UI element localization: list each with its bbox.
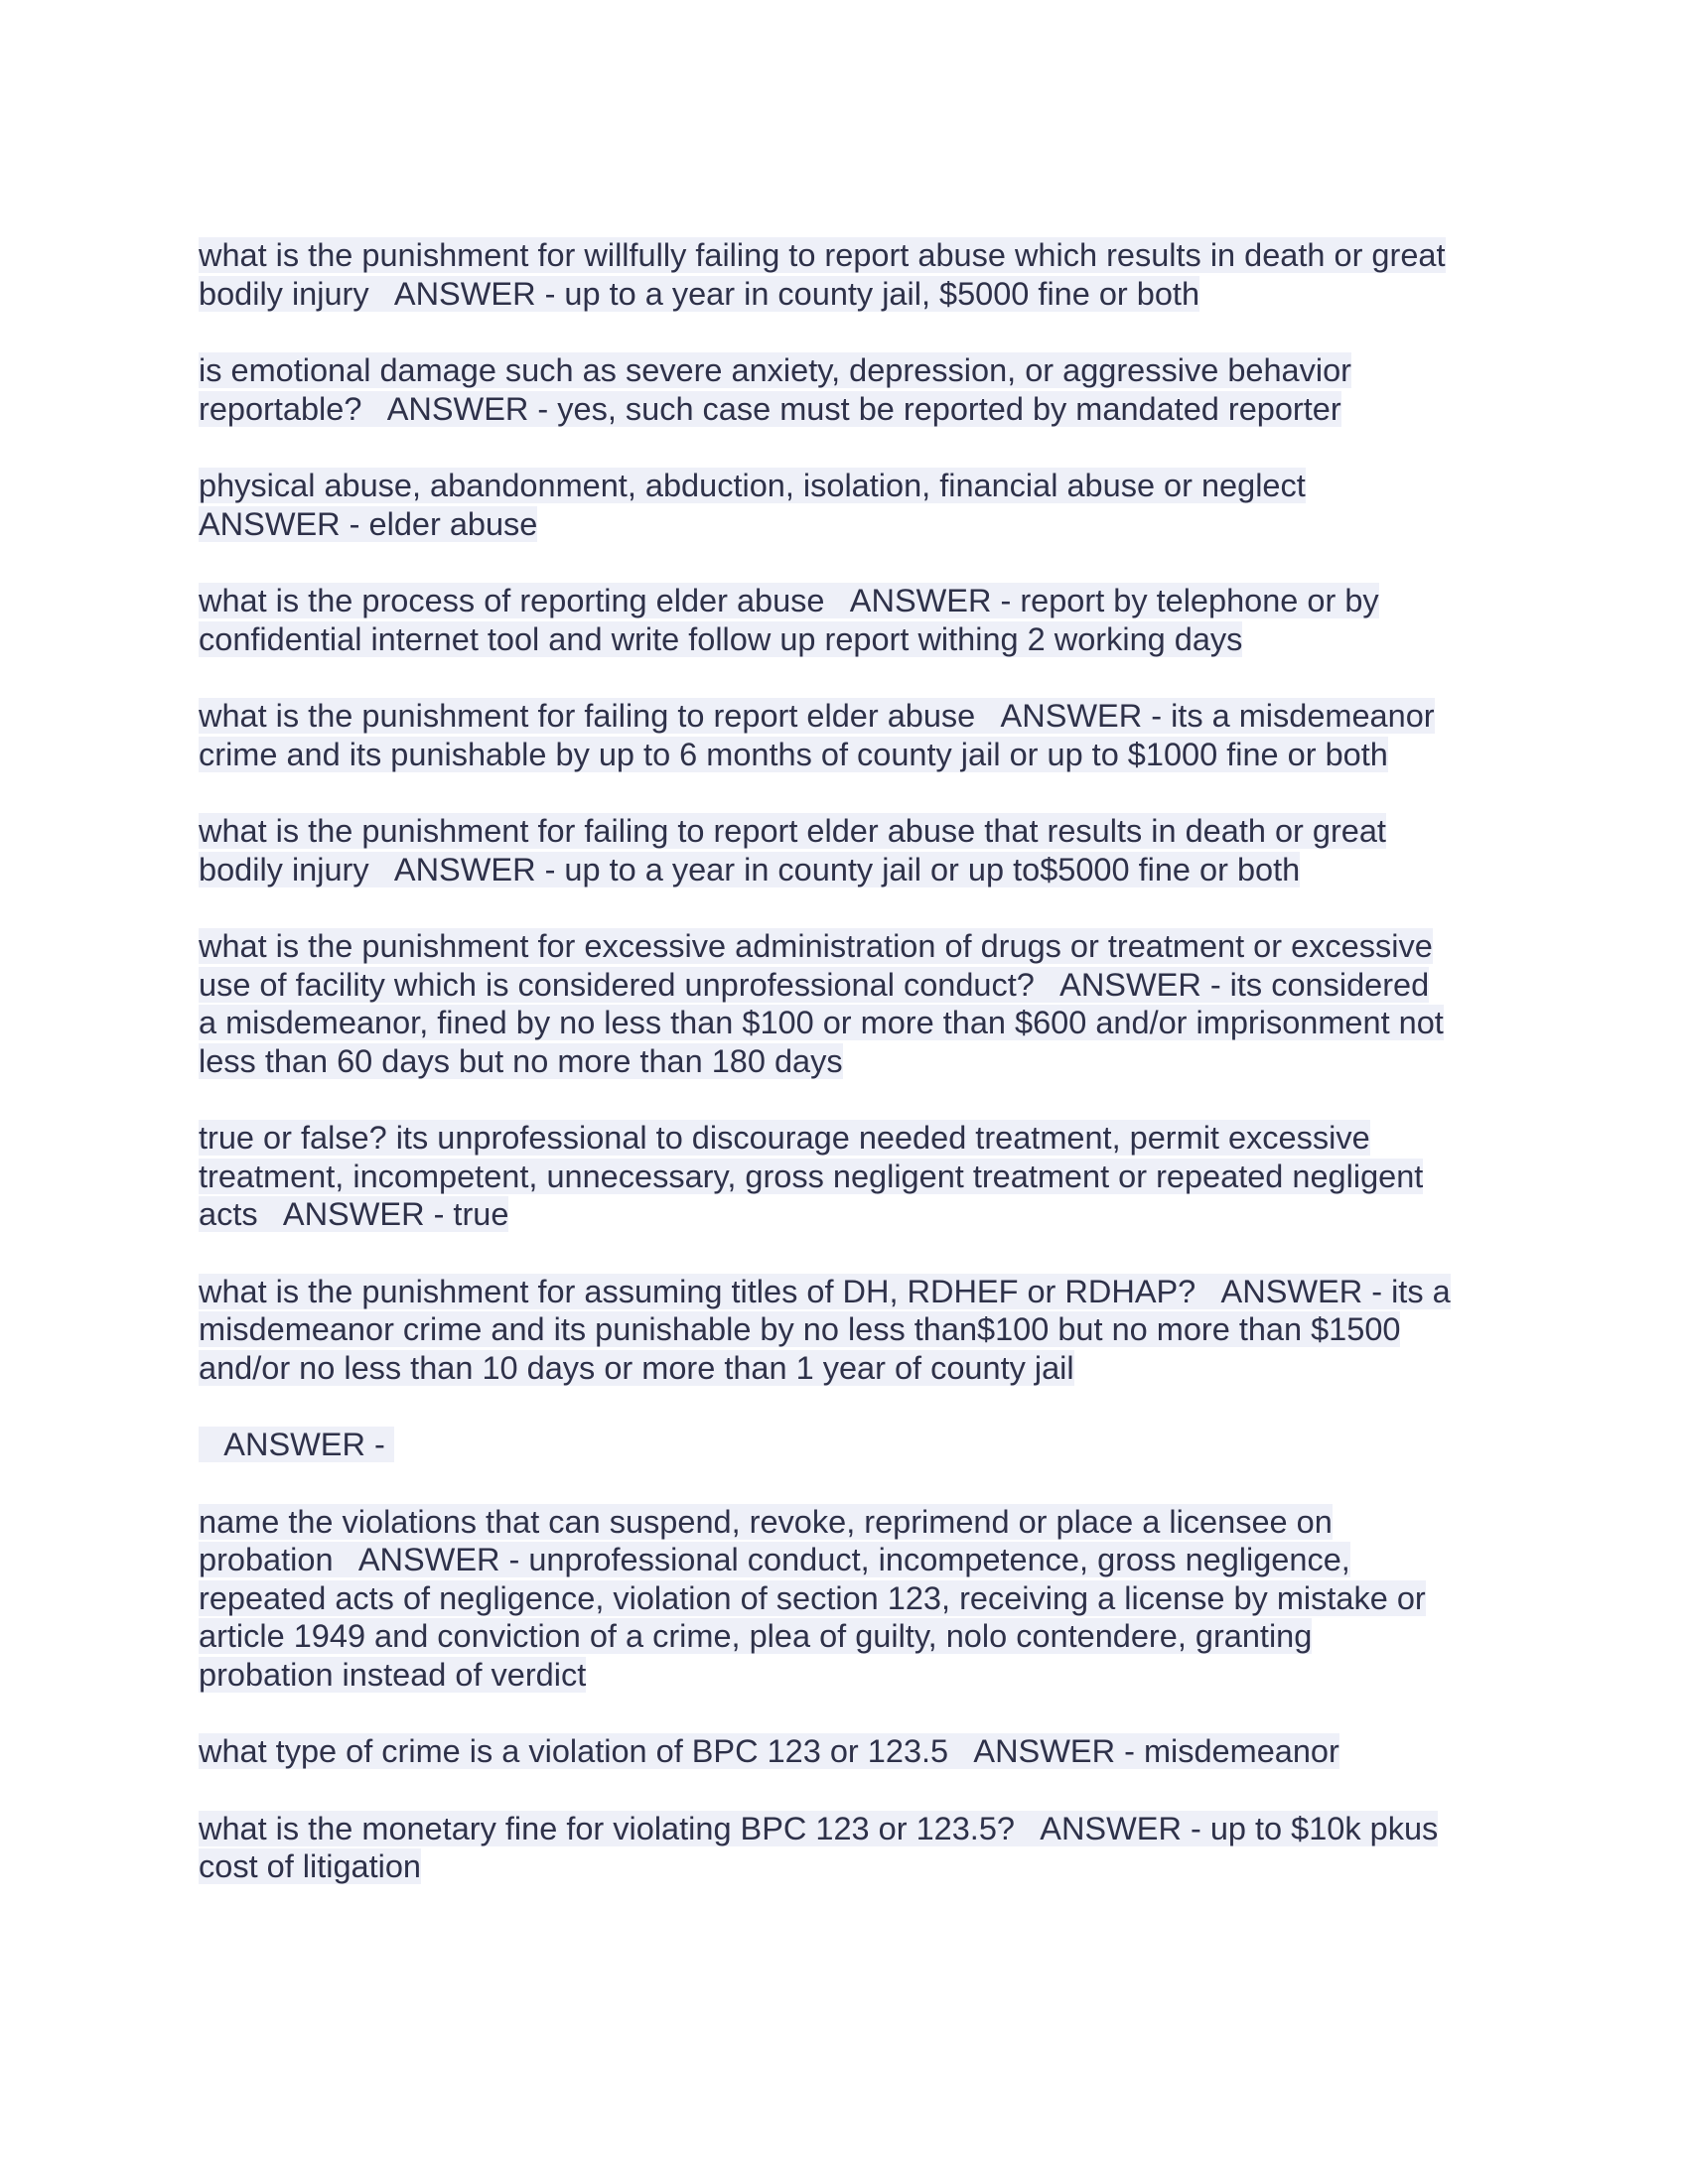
- qa-line-text: what is the punishment for excessive administration of drugs or treatment or excessive: [199, 928, 1433, 964]
- qa-line-text: repeated acts of negligence, violation of section 123, receiving a license by mistake or: [199, 1579, 1426, 1616]
- qa-entry-3: [199, 467, 1509, 543]
- qa-line: [199, 1158, 1509, 1196]
- qa-line: [199, 390, 1509, 429]
- qa-line-text: bodily injury ANSWER - up to a year in county jail, $5000 fine or both: [199, 275, 1200, 312]
- qa-line-text: true or false? its unprofessional to discourage needed treatment, permit excessive: [199, 1120, 1370, 1156]
- qa-line-text: name the violations that can suspend, revoke, reprimend or place a licensee on: [199, 1503, 1333, 1540]
- qa-line-text: probation instead of verdict: [199, 1656, 587, 1693]
- qa-line-text: what type of crime is a violation of BPC 123 or 123.5 ANSWER - misdemeanor: [199, 1733, 1339, 1769]
- qa-line: [199, 1847, 1509, 1886]
- qa-line-text: bodily injury ANSWER - up to a year in county jail or up to$5000 fine or both: [199, 851, 1301, 887]
- qa-entry-4: [199, 582, 1509, 658]
- qa-entry-7: [199, 927, 1509, 1080]
- qa-line: [199, 1042, 1509, 1081]
- qa-entry-6: [199, 812, 1509, 888]
- qa-line: [199, 736, 1509, 774]
- qa-entry-9: [199, 1273, 1509, 1388]
- qa-line: [199, 1541, 1509, 1579]
- qa-line: [199, 1426, 1509, 1464]
- qa-line-text: reportable? ANSWER - yes, such case must be reported by mandated reporter: [199, 390, 1341, 427]
- qa-line: [199, 1310, 1509, 1349]
- qa-line-text: ANSWER -: [199, 1427, 394, 1462]
- qa-line: [199, 236, 1509, 275]
- qa-line: [199, 1810, 1509, 1848]
- qa-entry-12: [199, 1732, 1509, 1771]
- qa-line: [199, 351, 1509, 390]
- qa-line: [199, 927, 1509, 966]
- qa-entry-11: [199, 1503, 1509, 1695]
- qa-entry-2: [199, 351, 1509, 428]
- qa-line-text: cost of litigation: [199, 1848, 422, 1884]
- qa-line: [199, 1273, 1509, 1311]
- qa-entry-10: [199, 1426, 1509, 1464]
- qa-line: [199, 1004, 1509, 1042]
- qa-line-text: what is the punishment for assuming titles of DH, RDHEF or RDHAP? ANSWER - its a: [199, 1273, 1451, 1309]
- qa-line-text: what is the punishment for failing to report elder abuse ANSWER - its a misdemeanor: [199, 698, 1435, 734]
- qa-line-text: treatment, incompetent, unnecessary, gross negligent treatment or repeated negligent: [199, 1158, 1424, 1194]
- qa-entry-5: [199, 697, 1509, 773]
- qa-line: [199, 582, 1509, 620]
- qa-entry-1: [199, 236, 1509, 313]
- qa-entry-13: [199, 1810, 1509, 1886]
- qa-line: [199, 620, 1509, 659]
- qa-line-text: probation ANSWER - unprofessional conduct, incompetence, gross negligence,: [199, 1542, 1350, 1577]
- qa-line: [199, 1732, 1509, 1771]
- qa-line: [199, 1349, 1509, 1388]
- qa-line-text: crime and its punishable by up to 6 months of county jail or up to $1000 fine or both: [199, 736, 1388, 772]
- qa-line-text: is emotional damage such as severe anxiety, depression, or aggressive behavior: [199, 352, 1352, 388]
- qa-line: [199, 697, 1509, 736]
- qa-line-text: ANSWER - elder abuse: [199, 505, 538, 542]
- qa-line: [199, 966, 1509, 1005]
- qa-line-text: physical abuse, abandonment, abduction, isolation, financial abuse or neglect: [199, 468, 1306, 503]
- qa-line-text: what is the process of reporting elder abuse ANSWER - report by telephone or by: [199, 583, 1379, 618]
- qa-line: [199, 1579, 1509, 1618]
- qa-line: [199, 505, 1509, 544]
- qa-line-text: use of facility which is considered unprofessional conduct? ANSWER - its considered: [199, 966, 1430, 1003]
- qa-line-text: acts ANSWER - true: [199, 1196, 509, 1232]
- qa-line-text: and/or no less than 10 days or more than 1 year of county jail: [199, 1349, 1074, 1386]
- qa-line: [199, 1119, 1509, 1158]
- qa-line: [199, 1195, 1509, 1234]
- qa-line: [199, 1503, 1509, 1542]
- qa-entry-8: [199, 1119, 1509, 1234]
- qa-line-text: article 1949 and conviction of a crime, plea of guilty, nolo contendere, granting: [199, 1618, 1313, 1654]
- qa-line-text: misdemeanor crime and its punishable by no less than$100 but no more than $1500: [199, 1311, 1401, 1347]
- qa-line: [199, 467, 1509, 505]
- qa-line: [199, 812, 1509, 851]
- qa-line: [199, 1617, 1509, 1656]
- qa-line-text: a misdemeanor, fined by no less than $100 or more than $600 and/or imprisonment not: [199, 1005, 1444, 1040]
- qa-line-text: what is the monetary fine for violating BPC 123 or 123.5? ANSWER - up to $10k pkus: [199, 1810, 1439, 1846]
- qa-line-text: what is the punishment for failing to report elder abuse that results in death or great: [199, 813, 1386, 849]
- qa-line: [199, 851, 1509, 889]
- document-page: [199, 236, 1509, 1925]
- qa-line-text: what is the punishment for willfully failing to report abuse which results in death or great: [199, 237, 1446, 273]
- qa-line: [199, 1656, 1509, 1695]
- qa-line-text: less than 60 days but no more than 180 days: [199, 1042, 843, 1079]
- qa-line: [199, 275, 1509, 314]
- qa-line-text: confidential internet tool and write follow up report withing 2 working days: [199, 620, 1243, 657]
